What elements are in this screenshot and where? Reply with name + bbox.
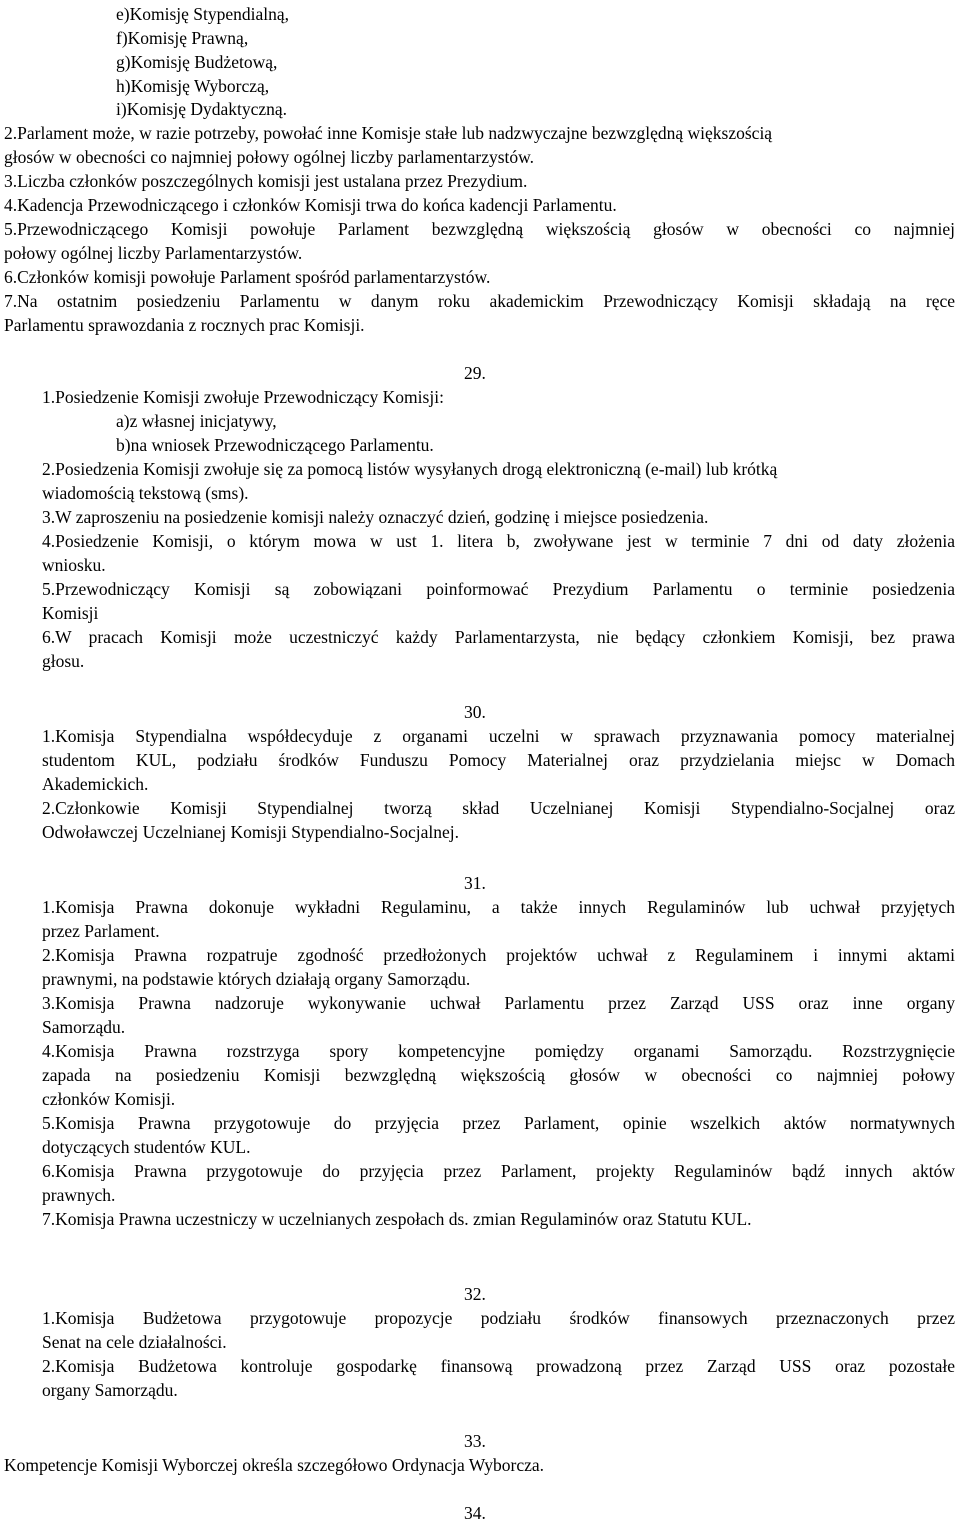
paragraph-32-1-line2: Senat na cele działalności. <box>42 1332 227 1352</box>
list-item-e: e)Komisję Stypendialną, <box>116 4 290 24</box>
paragraph-31-6-line1: 6.Komisja Prawna przygotowuje do przyjęcia przez Parlament, projekty Regulaminów bądź innych aktów <box>42 1161 955 1181</box>
paragraph-32-2-line2: organy Samorządu. <box>42 1380 178 1400</box>
paragraph-31-3-line2: Samorządu. <box>42 1017 126 1037</box>
paragraph-31-4-line2: zapada na posiedzeniu Komisji bezwzględną większością głosów w obecności co najmniej połowy <box>42 1065 955 1085</box>
paragraph-30-2-line1: 2.Członkowie Komisji Stypendialnej tworzą skład Uczelnianej Komisji Stypendialno-Socjalnej oraz <box>42 798 955 818</box>
paragraph-29-5-line2: Komisji <box>42 603 99 623</box>
paragraph-32-2-line1: 2.Komisja Budżetowa kontroluje gospodarkę finansową prowadzoną przez Zarząd USS oraz pozostałe <box>42 1356 955 1376</box>
paragraph-29-4-line2: wniosku. <box>42 555 106 575</box>
paragraph-29-4-line1: 4.Posiedzenie Komisji, o którym mowa w ust 1. litera b, zwoływane jest w terminie 7 dni od daty złożenia <box>42 531 955 551</box>
paragraph-28-6: 6.Członków komisji powołuje Parlament spośród parlamentarzystów. <box>4 267 491 287</box>
paragraph-29-3: 3.W zaproszeniu na posiedzenie komisji należy oznaczyć dzień, godzinę i miejsce posiedzenia. <box>42 507 709 527</box>
paragraph-29-1b: b)na wniosek Przewodniczącego Parlamentu. <box>116 435 434 455</box>
section-heading-31: 31. <box>464 873 486 893</box>
paragraph-33: Kompetencje Komisji Wyborczej określa szczegółowo Ordynacja Wyborcza. <box>4 1455 545 1475</box>
paragraph-31-5-line2: dotyczących studentów KUL. <box>42 1137 251 1157</box>
paragraph-28-7-line2: Parlamentu sprawozdania z rocznych prac Komisji. <box>4 315 365 335</box>
paragraph-30-1-line1: 1.Komisja Stypendialna współdecyduje z organami uczelni w sprawach przyznawania pomocy materialnej <box>42 726 955 746</box>
paragraph-29-5-line1: 5.Przewodniczący Komisji są zobowiązani poinformować Prezydium Parlamentu o terminie posiedzenia <box>42 579 955 599</box>
section-heading-34: 34. <box>464 1503 486 1523</box>
paragraph-28-2-line1: 2.Parlament może, w razie potrzeby, powołać inne Komisje stałe lub nadzwyczajne bezwzględną większością <box>4 123 773 143</box>
paragraph-31-4-line1: 4.Komisja Prawna rozstrzyga spory kompetencyjne pomiędzy organami Samorządu. Rozstrzygnięcie <box>42 1041 955 1061</box>
paragraph-28-4: 4.Kadencja Przewodniczącego i członków Komisji trwa do końca kadencji Parlamentu. <box>4 195 617 215</box>
paragraph-29-6-line2: głosu. <box>42 651 85 671</box>
paragraph-30-1-line3: Akademickich. <box>42 774 149 794</box>
paragraph-31-5-line1: 5.Komisja Prawna przygotowuje do przyjęcia przez Parlament, opinie wszelkich aktów normatywnych <box>42 1113 955 1133</box>
paragraph-31-4-line3: członków Komisji. <box>42 1089 176 1109</box>
paragraph-28-5-line1: 5.Przewodniczącego Komisji powołuje Parlament bezwzględną większością głosów w obecności co najmniej <box>4 219 955 239</box>
paragraph-31-6-line2: prawnych. <box>42 1185 116 1205</box>
section-heading-29: 29. <box>464 363 486 383</box>
paragraph-29-1: 1.Posiedzenie Komisji zwołuje Przewodniczący Komisji: <box>42 387 444 407</box>
list-item-i: i)Komisję Dydaktyczną. <box>116 99 288 119</box>
paragraph-29-6-line1: 6.W pracach Komisji może uczestniczyć każdy Parlamentarzysta, nie będący członkiem Komisji, bez prawa <box>42 627 955 647</box>
paragraph-31-1-line1: 1.Komisja Prawna dokonuje wykładni Regulaminu, a także innych Regulaminów lub uchwał przyjętych <box>42 897 955 917</box>
section-heading-30: 30. <box>464 702 486 722</box>
paragraph-29-2-line2: wiadomością tekstową (sms). <box>42 483 249 503</box>
paragraph-31-3-line1: 3.Komisja Prawna nadzoruje wykonywanie uchwał Parlamentu przez Zarząd USS oraz inne organy <box>42 993 955 1013</box>
paragraph-28-7-line1: 7.Na ostatnim posiedzeniu Parlamentu w danym roku akademickim Przewodniczący Komisji składają na ręce <box>4 291 955 311</box>
paragraph-29-2-line1: 2.Posiedzenia Komisji zwołuje się za pomocą listów wysyłanych drogą elektroniczną (e-mail) lub krótką <box>42 459 778 479</box>
paragraph-31-2-line2: prawnymi, na podstawie których działają organy Samorządu. <box>42 969 471 989</box>
section-heading-33: 33. <box>464 1431 486 1451</box>
list-item-g: g)Komisję Budżetową, <box>116 52 278 72</box>
paragraph-29-1a: a)z własnej inicjatywy, <box>116 411 277 431</box>
paragraph-28-5-line2: połowy ogólnej liczby Parlamentarzystów. <box>4 243 303 263</box>
paragraph-31-2-line1: 2.Komisja Prawna rozpatruje zgodność przedłożonych projektów uchwał z Regulaminem i innymi aktami <box>42 945 955 965</box>
paragraph-28-3: 3.Liczba członków poszczególnych komisji jest ustalana przez Prezydium. <box>4 171 528 191</box>
paragraph-31-7: 7.Komisja Prawna uczestniczy w uczelnianych zespołach ds. zmian Regulaminów oraz Statutu KUL. <box>42 1209 752 1229</box>
paragraph-32-1-line1: 1.Komisja Budżetowa przygotowuje propozycje podziału środków finansowych przeznaczonych przez <box>42 1308 955 1328</box>
paragraph-30-1-line2: studentom KUL, podziału środków Funduszu Pomocy Materialnej oraz przydzielania miejsc w Domach <box>42 750 955 770</box>
paragraph-30-2-line2: Odwoławczej Uczelnianej Komisji Stypendialno-Socjalnej. <box>42 822 459 842</box>
section-heading-32: 32. <box>464 1284 486 1304</box>
list-item-f: f)Komisję Prawną, <box>116 28 249 48</box>
paragraph-31-1-line2: przez Parlament. <box>42 921 160 941</box>
list-item-h: h)Komisję Wyborczą, <box>116 76 270 96</box>
paragraph-28-2-line2: głosów w obecności co najmniej połowy ogólnej liczby parlamentarzystów. <box>4 147 535 167</box>
